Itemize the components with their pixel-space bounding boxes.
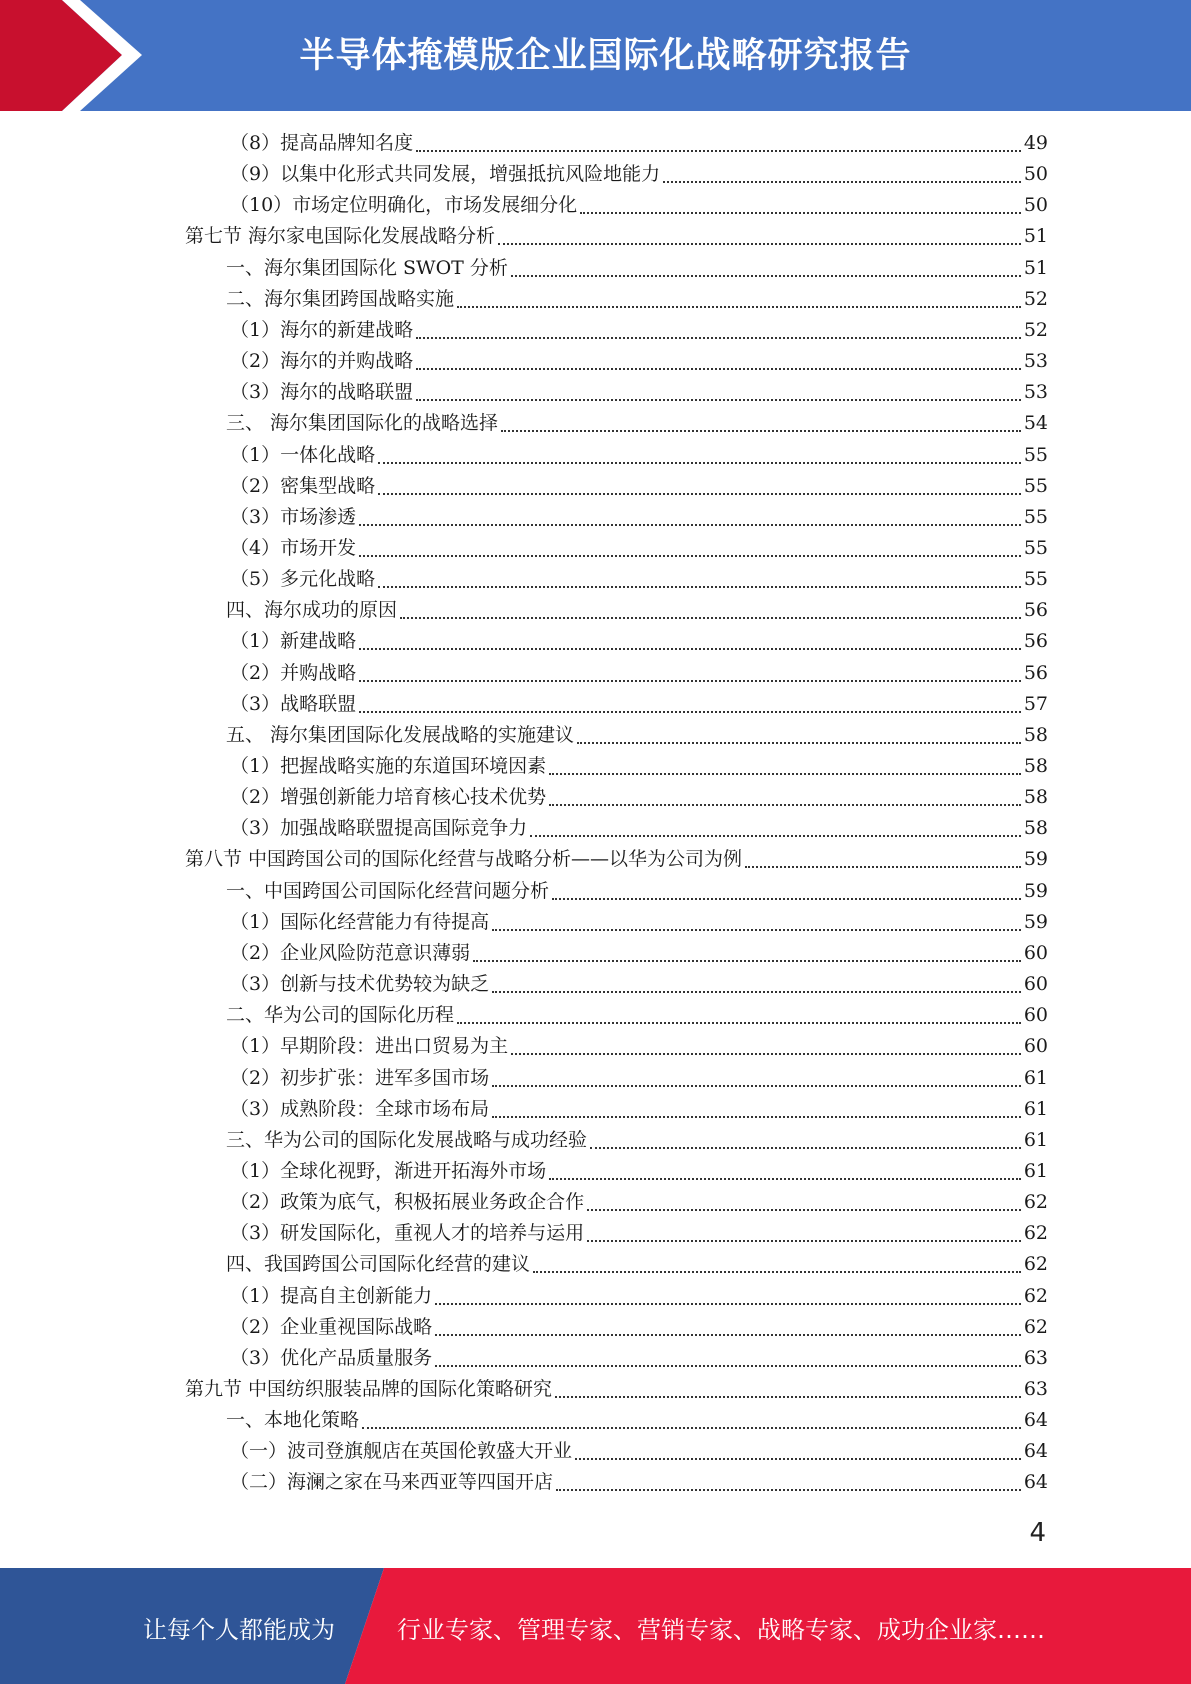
toc-leader-dots [378, 473, 1021, 495]
toc-entry-label: （2）政策为底气，积极拓展业务政企合作 [230, 1191, 585, 1213]
toc-leader-dots [549, 784, 1021, 806]
toc-entry-page: 55 [1023, 506, 1048, 528]
toc-leader-dots [359, 628, 1021, 650]
toc-entry-page: 62 [1023, 1222, 1048, 1244]
toc-entry-page: 54 [1023, 412, 1048, 434]
toc-leader-dots [530, 815, 1021, 837]
toc-leader-dots [492, 909, 1021, 931]
footer-slogan-left: 让每个人都能成为 [143, 1616, 335, 1644]
toc-entry[interactable] [230, 1063, 1048, 1094]
toc-entry-page: 60 [1023, 942, 1048, 964]
toc-entry-page: 50 [1023, 163, 1048, 185]
toc-entry[interactable] [230, 471, 1048, 502]
toc-entry-page: 60 [1023, 973, 1048, 995]
toc-entry-label: （2）增强创新能力培育核心技术优势 [230, 786, 547, 808]
toc-entry-page: 64 [1023, 1409, 1048, 1431]
toc-entry-label: （2）海尔的并购战略 [230, 350, 414, 372]
toc-entry[interactable] [230, 969, 1048, 1000]
toc-entry-page: 63 [1023, 1347, 1048, 1369]
toc-leader-dots [555, 1376, 1021, 1398]
toc-entry-label: （1）海尔的新建战略 [230, 319, 414, 341]
toc-entry-label: 一、海尔集团国际化 SWOT 分析 [226, 257, 508, 279]
toc-leader-dots [511, 1033, 1021, 1055]
toc-entry[interactable] [230, 533, 1048, 564]
toc-entry-label: （8）提高品牌知名度 [230, 132, 414, 154]
toc-entry-label: （1）早期阶段：进出口贸易为主 [230, 1035, 509, 1057]
toc-entry-label: 三、华为公司的国际化发展战略与成功经验 [226, 1129, 588, 1151]
toc-leader-dots [359, 691, 1021, 713]
toc-leader-dots [556, 1469, 1021, 1491]
toc-leader-dots [416, 317, 1021, 339]
toc-leader-dots [378, 442, 1021, 464]
toc-entry-page: 50 [1023, 194, 1048, 216]
toc-entry[interactable] [226, 408, 1048, 439]
toc-entry[interactable] [226, 876, 1048, 907]
toc-entry-label: （4）市场开发 [230, 537, 357, 559]
toc-entry[interactable] [230, 626, 1048, 657]
toc-entry-label: 二、海尔集团跨国战略实施 [226, 288, 455, 310]
toc-entry-page: 58 [1023, 786, 1048, 808]
toc-entry[interactable] [185, 1374, 1048, 1405]
toc-leader-dots [359, 660, 1021, 682]
toc-entry-label: （1）提高自主创新能力 [230, 1285, 433, 1307]
toc-entry-page: 55 [1023, 568, 1048, 590]
toc-entry[interactable] [230, 782, 1048, 813]
toc-leader-dots [457, 1002, 1021, 1024]
toc-entry-page: 61 [1023, 1098, 1048, 1120]
toc-entry-label: 三、 海尔集团国际化的战略选择 [226, 412, 499, 434]
toc-entry[interactable] [230, 564, 1048, 595]
toc-leader-dots [416, 348, 1021, 370]
toc-leader-dots [587, 1189, 1021, 1211]
toc-entry[interactable] [230, 751, 1048, 782]
toc-entry-page: 61 [1023, 1067, 1048, 1089]
toc-entry-label: （2）密集型战略 [230, 475, 376, 497]
footer-slogan-right: 行业专家、管理专家、营销专家、战略专家、成功企业家…… [397, 1616, 1045, 1644]
toc-leader-dots [587, 1220, 1021, 1242]
toc-entry-label: （1）国际化经营能力有待提高 [230, 911, 490, 933]
toc-entry[interactable] [230, 689, 1048, 720]
toc-leader-dots [359, 535, 1021, 557]
toc-leader-dots [416, 130, 1021, 152]
toc-leader-dots [416, 379, 1021, 401]
toc-entry-label: （3）战略联盟 [230, 693, 357, 715]
toc-entry-page: 61 [1023, 1160, 1048, 1182]
toc-entry-label: （3）优化产品质量服务 [230, 1347, 433, 1369]
toc-entry-page: 52 [1023, 288, 1048, 310]
toc-entry-page: 64 [1023, 1471, 1048, 1493]
toc-entry[interactable] [230, 315, 1048, 346]
toc-entry-page: 60 [1023, 1035, 1048, 1057]
toc-entry[interactable] [230, 190, 1048, 221]
toc-entry-label: （2）并购战略 [230, 662, 357, 684]
page-number: 4 [1029, 1518, 1046, 1548]
toc-leader-dots [435, 1345, 1021, 1367]
toc-leader-dots [552, 878, 1021, 900]
toc-entry[interactable] [230, 1281, 1048, 1312]
toc-entry[interactable] [230, 813, 1048, 844]
toc-entry[interactable] [230, 128, 1048, 159]
toc-entry-label: 二、华为公司的国际化历程 [226, 1004, 455, 1026]
toc-entry-page: 58 [1023, 724, 1048, 746]
toc-entry-page: 55 [1023, 537, 1048, 559]
toc-leader-dots [378, 566, 1021, 588]
toc-entry[interactable] [226, 253, 1048, 284]
toc-entry-label: 第八节 中国跨国公司的国际化经营与战略分析——以华为公司为例 [185, 848, 743, 870]
toc-entry[interactable] [230, 1343, 1048, 1374]
toc-leader-dots [580, 192, 1021, 214]
toc-entry-label: （9）以集中化形式共同发展，增强抵抗风险地能力 [230, 163, 661, 185]
toc-entry[interactable] [230, 1187, 1048, 1218]
toc-entry-label: 第七节 海尔家电国际化发展战略分析 [185, 225, 496, 247]
toc-leader-dots [492, 971, 1021, 993]
toc-entry-page: 51 [1023, 257, 1048, 279]
toc-entry-page: 63 [1023, 1378, 1048, 1400]
toc-leader-dots [492, 1096, 1021, 1118]
toc-entry-page: 56 [1023, 599, 1048, 621]
toc-leader-dots [473, 940, 1021, 962]
toc-entry-label: （3）加强战略联盟提高国际竞争力 [230, 817, 528, 839]
toc-entry-label: （2）初步扩张：进军多国市场 [230, 1067, 490, 1089]
toc-entry-label: （3）研发国际化，重视人才的培养与运用 [230, 1222, 585, 1244]
toc-entry[interactable] [185, 844, 1048, 875]
toc-leader-dots [435, 1283, 1021, 1305]
toc-entry-page: 59 [1023, 880, 1048, 902]
toc-entry[interactable] [230, 938, 1048, 969]
toc-leader-dots [533, 1251, 1021, 1273]
toc-leader-dots [511, 255, 1021, 277]
toc-entry-page: 62 [1023, 1191, 1048, 1213]
toc-leader-dots [492, 1065, 1021, 1087]
toc-entry-label: （二）海澜之家在马来西亚等四国开店 [230, 1471, 554, 1493]
toc-entry-page: 62 [1023, 1285, 1048, 1307]
toc-entry[interactable] [230, 377, 1048, 408]
toc-entry-page: 58 [1023, 755, 1048, 777]
toc-entry-page: 55 [1023, 444, 1048, 466]
toc-entry[interactable] [226, 1405, 1048, 1436]
toc-entry-page: 61 [1023, 1129, 1048, 1151]
toc-entry-page: 57 [1023, 693, 1048, 715]
header-title: 半导体掩模版企业国际化战略研究报告 [299, 36, 912, 76]
toc-entry[interactable] [185, 221, 1048, 252]
toc-leader-dots [745, 846, 1021, 868]
toc-entry-page: 52 [1023, 319, 1048, 341]
toc-entry-page: 62 [1023, 1316, 1048, 1338]
toc-leader-dots [359, 504, 1021, 526]
toc-entry[interactable] [226, 1125, 1048, 1156]
toc-leader-dots [590, 1127, 1021, 1149]
toc-entry-label: （1）把握战略实施的东道国环境因素 [230, 755, 547, 777]
toc-entry-page: 62 [1023, 1253, 1048, 1275]
toc-leader-dots [549, 753, 1021, 775]
toc-entry-page: 49 [1023, 132, 1048, 154]
toc-entry[interactable] [226, 720, 1048, 751]
toc-entry[interactable] [230, 1312, 1048, 1343]
toc-leader-dots [575, 1438, 1021, 1460]
toc-entry[interactable] [226, 595, 1048, 626]
toc-entry-label: （2）企业风险防范意识薄弱 [230, 942, 471, 964]
toc-leader-dots [435, 1314, 1021, 1336]
toc-entry[interactable] [230, 907, 1048, 938]
toc-entry[interactable] [230, 159, 1048, 190]
toc-entry[interactable] [230, 502, 1048, 533]
toc-entry-label: （1）全球化视野，渐进开拓海外市场 [230, 1160, 547, 1182]
toc-entry[interactable] [230, 346, 1048, 377]
toc-leader-dots [549, 1158, 1021, 1180]
toc-leader-dots [501, 410, 1021, 432]
toc-entry-page: 58 [1023, 817, 1048, 839]
toc-entry-label: 四、我国跨国公司国际化经营的建议 [226, 1253, 531, 1275]
toc-entry-label: （2）企业重视国际战略 [230, 1316, 433, 1338]
toc-entry-page: 60 [1023, 1004, 1048, 1026]
toc-entry-label: （5）多元化战略 [230, 568, 376, 590]
page-footer [0, 1568, 1191, 1684]
toc-entry-label: 五、 海尔集团国际化发展战略的实施建议 [226, 724, 575, 746]
toc-entry[interactable] [226, 1249, 1048, 1280]
toc-entry-label: （3）市场渗透 [230, 506, 357, 528]
toc-leader-dots [663, 161, 1021, 183]
toc-entry[interactable] [230, 1094, 1048, 1125]
toc-entry-page: 59 [1023, 911, 1048, 933]
toc-entry-label: 一、中国跨国公司国际化经营问题分析 [226, 880, 550, 902]
toc-entry-page: 56 [1023, 630, 1048, 652]
toc-leader-dots [577, 722, 1021, 744]
toc-entry-label: （3）创新与技术优势较为缺乏 [230, 973, 490, 995]
toc-entry-page: 55 [1023, 475, 1048, 497]
toc-entry[interactable] [230, 440, 1048, 471]
toc-entry-label: 四、海尔成功的原因 [226, 599, 398, 621]
toc-leader-dots [498, 223, 1021, 245]
toc-entry-label: （3）海尔的战略联盟 [230, 381, 414, 403]
toc-entry-page: 56 [1023, 662, 1048, 684]
toc-entry-label: （3）成熟阶段：全球市场布局 [230, 1098, 490, 1120]
toc-entry[interactable] [230, 1218, 1048, 1249]
toc-entry-label: （1）一体化战略 [230, 444, 376, 466]
page-header [0, 0, 1191, 111]
toc-entry[interactable] [226, 1000, 1048, 1031]
toc-entry[interactable] [230, 1467, 1048, 1498]
toc-leader-dots [362, 1407, 1021, 1429]
toc-entry-label: 第九节 中国纺织服装品牌的国际化策略研究 [185, 1378, 553, 1400]
toc-entry-label: （1）新建战略 [230, 630, 357, 652]
toc-entry[interactable] [226, 284, 1048, 315]
toc-entry-label: 一、本地化策略 [226, 1409, 360, 1431]
toc-leader-dots [457, 286, 1021, 308]
toc-entry-page: 53 [1023, 381, 1048, 403]
toc-entry-page: 64 [1023, 1440, 1048, 1462]
toc-entry[interactable] [230, 1436, 1048, 1467]
toc-entry[interactable] [230, 1156, 1048, 1187]
toc-entry-page: 53 [1023, 350, 1048, 372]
toc-entry-label: （一）波司登旗舰店在英国伦敦盛大开业 [230, 1440, 573, 1462]
toc-leader-dots [400, 597, 1021, 619]
toc-entry-page: 59 [1023, 848, 1048, 870]
toc-entry[interactable] [230, 1031, 1048, 1062]
toc-entry[interactable] [230, 658, 1048, 689]
toc-entry-label: （10）市场定位明确化，市场发展细分化 [230, 194, 578, 216]
toc-entry-page: 51 [1023, 225, 1048, 247]
